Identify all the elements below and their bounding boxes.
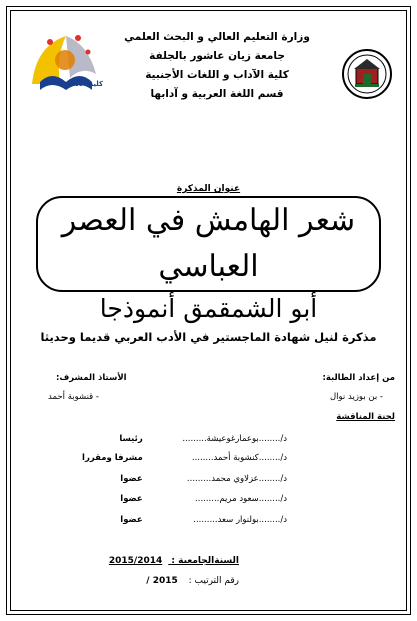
committee-member-name: كنشوبة أحمد........ — [191, 453, 259, 463]
committee-row-3 — [120, 474, 287, 484]
committee-member-name: عزلاوي محمد......... — [186, 474, 259, 484]
committee-member-role: مشرفا ومقررا — [82, 453, 143, 463]
university-logo — [341, 48, 393, 100]
title-sub: أبو الشمقمق أنموذجا — [99, 294, 318, 323]
committee-member-role: عضوا — [120, 474, 143, 484]
academic-year-label: السنةالجامعية : — [171, 556, 239, 566]
committee-row-1 — [119, 434, 287, 444]
thesis-line: مذكرة لنيل شهادة الماجستير في الأدب العربي قديما وحديثا — [40, 330, 377, 344]
department-line: قسم اللغة العربية و آدابها — [150, 88, 284, 100]
committee-member-role: عضوا — [120, 515, 143, 525]
committee-prefix: د/........ — [258, 434, 287, 444]
ministry-line: وزارة التعليم العالي و البحث العلمي — [124, 31, 310, 43]
committee-prefix: د/........ — [258, 515, 287, 525]
header — [20, 22, 397, 122]
committee-label: لجنة المناقشة — [336, 412, 395, 422]
committee-prefix: د/........ — [258, 474, 287, 484]
title-box — [36, 196, 381, 323]
student-label: من إعداد الطالبة: — [322, 373, 395, 383]
title-main: شعر الهامش في العصر العباسي — [61, 203, 356, 284]
committee-row-5 — [120, 515, 287, 525]
committee-member-role: رئيسا — [119, 434, 143, 444]
rank-value: 2015 / — [146, 576, 178, 586]
supervisor-name: - قنشوبة أحمد — [48, 392, 99, 402]
committee-member-name: بوعمارغوعيشة......... — [182, 434, 259, 444]
faculty-emblem-icon — [26, 26, 104, 106]
faculty-logo — [26, 26, 104, 106]
academic-year-value: 2015/2014 — [108, 556, 163, 566]
faculty-line: كلية الآداب و اللغات الأجنبية — [145, 69, 289, 81]
committee-prefix: د/........ — [258, 494, 287, 504]
committee-member-name: بولنوار سعد......... — [193, 515, 259, 525]
committee-row-4 — [120, 494, 287, 504]
faculty-logo-caption: كلية الآداب — [66, 80, 104, 88]
rank-label: رقم الترتيب : — [188, 576, 239, 586]
committee-prefix: د/........ — [258, 453, 287, 463]
subject-label: عنوان المذكرة — [176, 184, 241, 194]
academic-year — [109, 556, 239, 566]
supervisor-label: الأستاذ المشرف: — [56, 373, 127, 383]
institution-lines — [107, 28, 327, 104]
committee-member-role: عضوا — [120, 494, 143, 504]
student-name: - بن بوزيد نوال — [330, 392, 383, 402]
committee-row-2 — [82, 453, 287, 463]
committee-member-name: سعود مريم......... — [195, 494, 259, 504]
university-line: جامعة زيان عاشور بالجلفة — [149, 50, 285, 62]
rank-number — [146, 576, 239, 586]
